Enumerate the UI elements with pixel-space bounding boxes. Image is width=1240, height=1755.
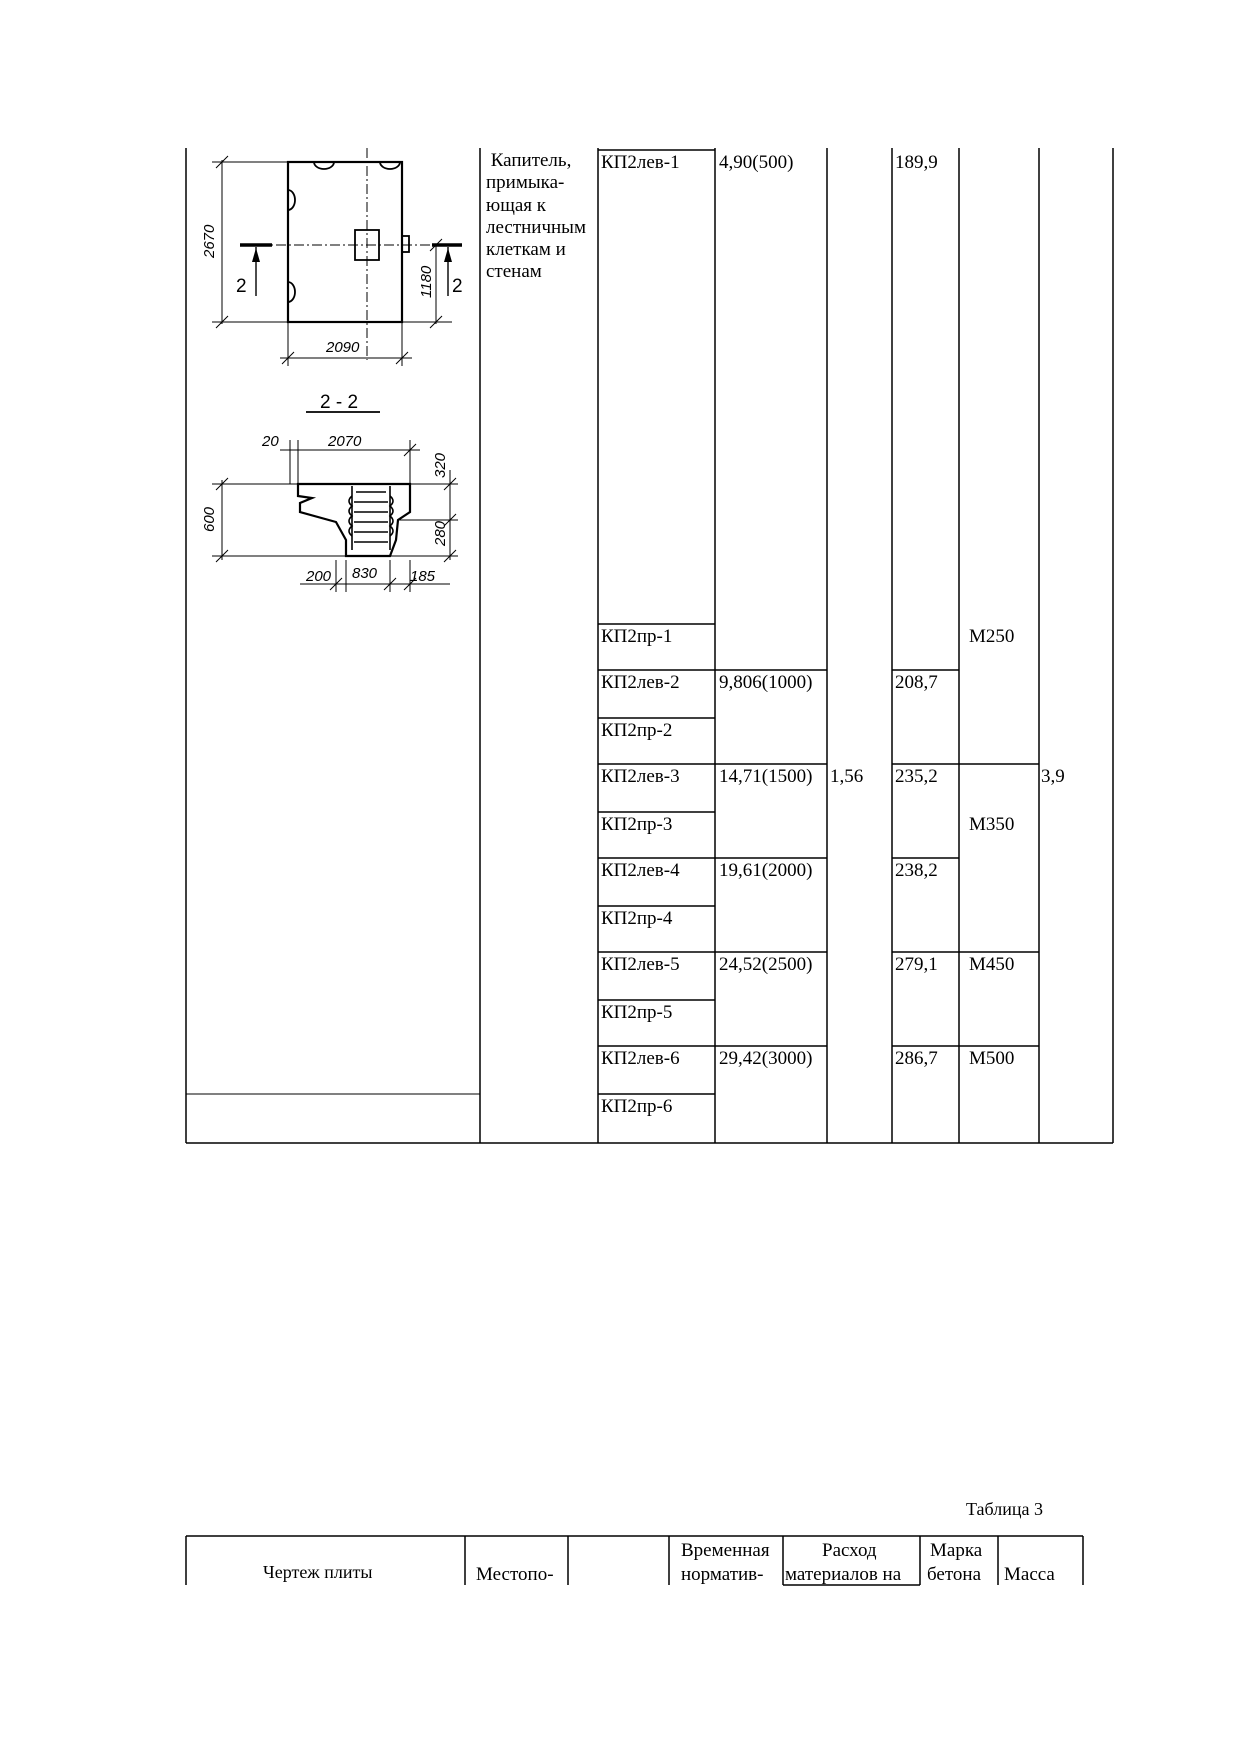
- header-mass: Масса: [1004, 1564, 1055, 1585]
- section-title: 2 - 2: [320, 392, 359, 413]
- plan-view: [212, 148, 462, 366]
- mark-cell: КП2лев-1: [601, 152, 680, 173]
- steel-cell: 189,9: [895, 152, 938, 173]
- mark-cell: КП2лев-2: [601, 672, 680, 693]
- concrete-volume: 1,56: [830, 766, 864, 787]
- mark-cell: КП2пр-6: [601, 1096, 673, 1117]
- header-grade-line2: бетона: [927, 1564, 982, 1585]
- header-grade-line1: Марка: [930, 1540, 983, 1561]
- dim-section-bottom-left: 200: [306, 568, 332, 585]
- header-load-line2: норматив-: [681, 1564, 764, 1585]
- dim-plan-width: 2090: [326, 339, 360, 356]
- dim-section-left: 20: [262, 433, 279, 450]
- dim-section-bottom-mid: 830: [352, 565, 378, 582]
- steel-cell: 279,1: [895, 954, 938, 975]
- concrete-grade: М250: [969, 626, 1015, 647]
- load-cell: 29,42(3000): [719, 1048, 813, 1069]
- mark-cell: КП2пр-5: [601, 1002, 673, 1023]
- table3-caption: Таблица 3: [966, 1499, 1043, 1519]
- steel-cell: 286,7: [895, 1048, 938, 1069]
- load-cell: 14,71(1500): [719, 766, 813, 787]
- header-drawing: Чертеж плиты: [263, 1562, 373, 1582]
- header-materials-line1: Расход: [822, 1540, 877, 1561]
- dim-section-bottom-right: 185: [410, 568, 436, 585]
- dim-section-top: 2070: [328, 433, 362, 450]
- mark-cell: КП2лев-6: [601, 1048, 680, 1069]
- mark-cell: КП2лев-5: [601, 954, 680, 975]
- load-cell: 9,806(1000): [719, 672, 813, 693]
- dim-section-height: 600: [201, 506, 218, 532]
- concrete-grade: М350: [969, 814, 1015, 835]
- header-materials-line2: материалов на: [785, 1564, 902, 1585]
- section-mark-right: 2: [452, 276, 463, 297]
- dim-section-upper: 320: [432, 452, 449, 478]
- slab-drawing: [186, 148, 480, 598]
- load-cell: 4,90(500): [719, 152, 794, 173]
- element-description: Капитель, примыка- ющая к лестничным клеткам и стенам: [486, 150, 586, 283]
- concrete-grade: М500: [969, 1048, 1015, 1069]
- load-cell: 24,52(2500): [719, 954, 813, 975]
- dim-plan-offset: 1180: [418, 265, 435, 298]
- steel-cell: 238,2: [895, 860, 938, 881]
- concrete-grade: М450: [969, 954, 1015, 975]
- section-mark-left: 2: [236, 276, 247, 297]
- mark-cell: КП2пр-1: [601, 626, 673, 647]
- load-cell: 19,61(2000): [719, 860, 813, 881]
- mark-cell: КП2пр-4: [601, 908, 673, 929]
- mark-cell: КП2лев-3: [601, 766, 680, 787]
- steel-cell: 208,7: [895, 672, 938, 693]
- header-load-line1: Временная: [681, 1540, 770, 1561]
- mass-value: 3,9: [1041, 766, 1065, 787]
- dim-section-lower: 280: [432, 520, 449, 546]
- mark-cell: КП2лев-4: [601, 860, 680, 881]
- mark-cell: КП2пр-2: [601, 720, 673, 741]
- mark-cell: КП2пр-3: [601, 814, 673, 835]
- dim-plan-height: 2670: [201, 224, 218, 258]
- header-location: Местопо-: [476, 1564, 554, 1585]
- steel-cell: 235,2: [895, 766, 938, 787]
